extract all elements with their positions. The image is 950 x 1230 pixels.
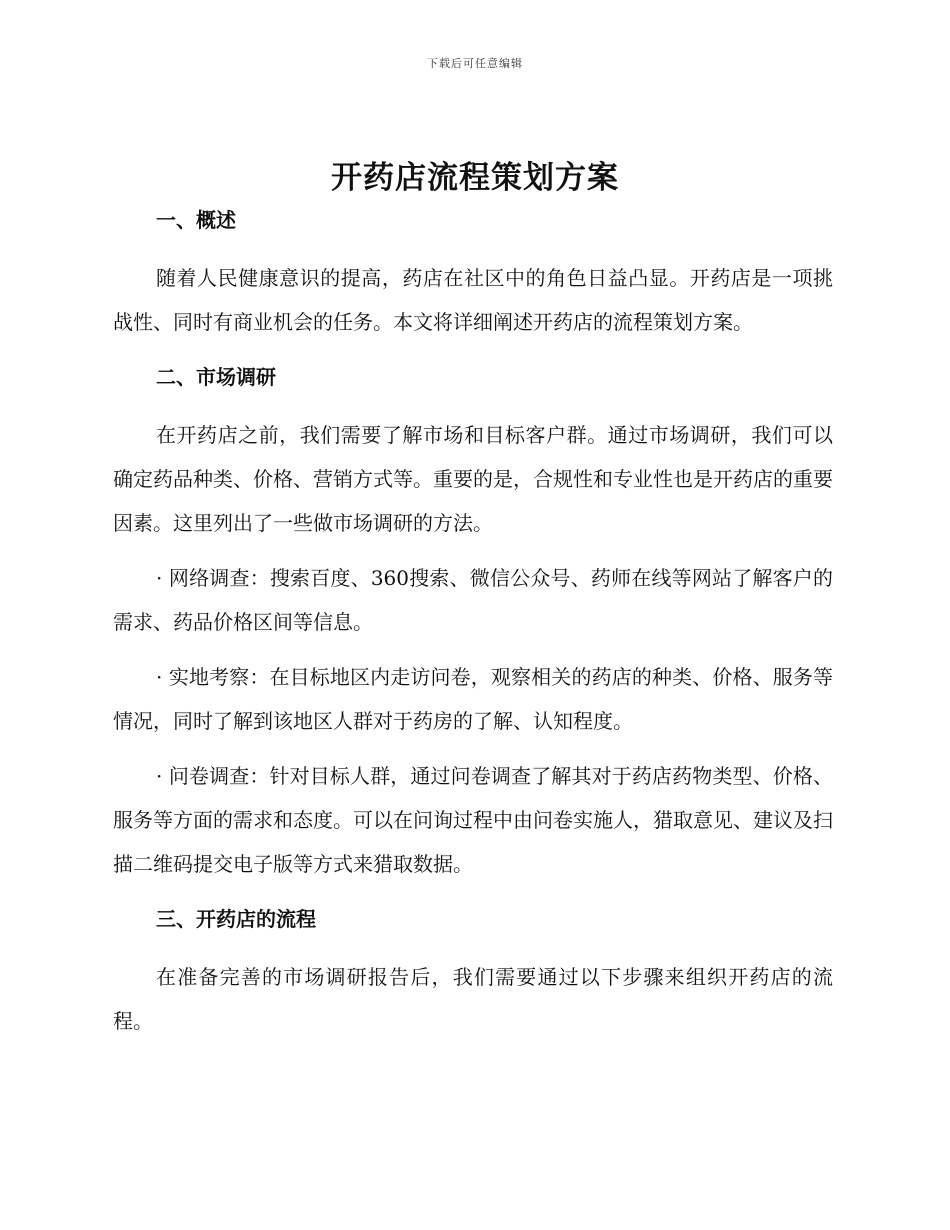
section-heading-overview: 一、概述 [156, 208, 236, 232]
header-note: 下载后可任意编辑 [427, 57, 523, 70]
paragraph-overview: 随着人民健康意识的提高，药店在社区中的角色日益凸显。开药店是一项挑战性、同时有商业机会的任务。本文将详细阐述开药店的流程策划方案。 [113, 266, 833, 334]
document-title: 开药店流程策划方案 [331, 160, 619, 196]
section-heading-market-research: 二、市场调研 [156, 365, 276, 389]
bullet-questionnaire: · 问卷调查：针对目标人群，通过问卷调查了解其对于药店药物类型、价格、服务等方面的需求和态度。可以在问询过程中由问卷实施人，猎取意见、建议及扫描二维码提交电子版等方式来猎取数据。 [113, 764, 833, 876]
bullet-field-visit: · 实地考察：在目标地区内走访问卷，观察相关的药店的种类、价格、服务等情况，同时了解到该地区人群对于药房的了解、认知程度。 [113, 665, 833, 733]
section-heading-process: 三、开药店的流程 [156, 907, 316, 931]
paragraph-process-intro: 在准备完善的市场调研报告后，我们需要通过以下步骤来组织开药店的流程。 [113, 965, 833, 1033]
paragraph-market-research-intro: 在开药店之前，我们需要了解市场和目标客户群。通过市场调研，我们可以确定药品种类、价格、营销方式等。重要的是，合规性和专业性也是开药店的重要因素。这里列出了一些做市场调研的方法。 [113, 423, 833, 535]
document-body [113, 204, 833, 1043]
bullet-online-survey: · 网络调查：搜索百度、360搜索、微信公众号、药师在线等网站了解客户的需求、药品价格区间等信息。 [113, 566, 833, 634]
